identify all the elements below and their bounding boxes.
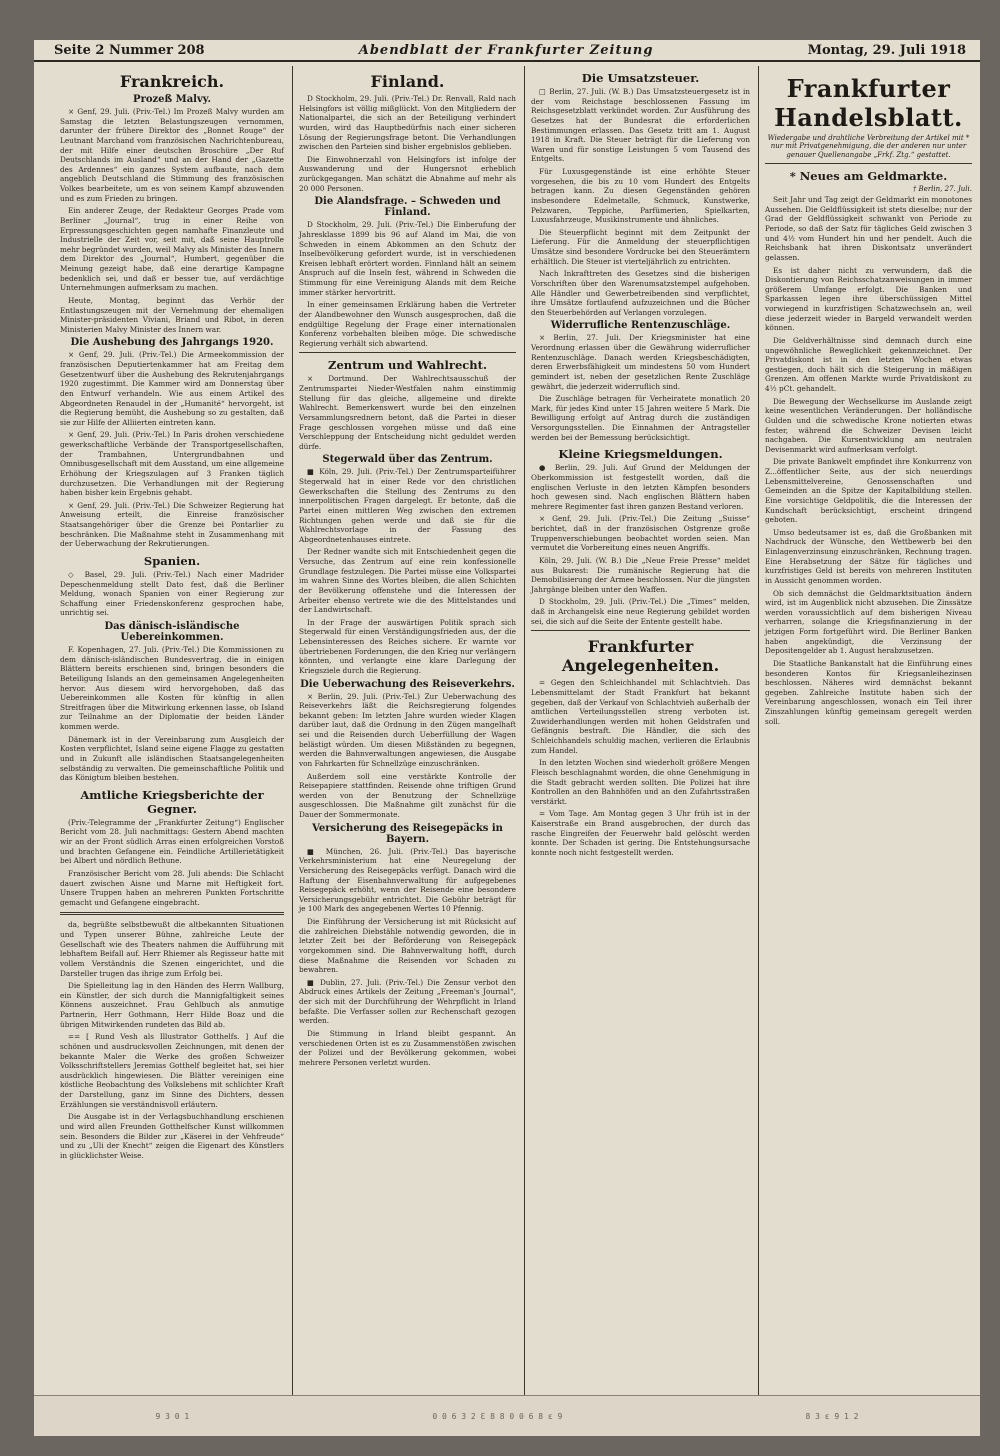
- article-paragraph: D Stockholm, 29. Juli. (Priv.-Tel.) Dr. Renvall, Rald nach Helsingfors ist völlig mißglückt. Von den Mitgliedern der Nationalpartei, die sich an der Beteiligung verhindert wurden, wird das Hauptbedürfnis nach einer sicheren Lösung der Regierungsfrage betont. Die Verhandlungen zwischen den Parteien sind bisher ergebnislos geblieben.: [299, 94, 516, 152]
- page-number: Seite 2 Nummer 208: [54, 42, 205, 58]
- feuilleton-paragraph: da, begrüßte selbstbewußt die altbekannten Situationen und Typen unserer Bühne, zahlreiche Leute der Gesellschaft wie des Theaters nahmen die Aufführung mit lebhaftem Beifall auf. Herr Rhiemer als Regisseur hatte mit vollem Verständnis die Szenen eingerichtet, und die Darsteller trugen das ihrige zum Erfolg bei.: [60, 920, 284, 978]
- reprint-notice: Wiedergabe und drahtliche Verbreitung der Artikel mit * nur mit Privatgenehmigung, die der anderen nur unter genauer Quellenangabe „Frkf. Ztg.“ gestattet.: [767, 134, 970, 159]
- column-2: [292, 66, 522, 1396]
- section-divider: [60, 912, 284, 915]
- article-paragraph: × Genf, 29. Juli. (Priv.-Tel.) Die Schweizer Regierung hat Anweisung erteilt, die Einreise französischer Staatsangehöriger über die Grenze bei Pontarlier zu beschränken. Die Maßnahme steht in Zusammenhang mit der Ueberwachung der Rekrutierungen.: [60, 500, 284, 549]
- heading-reisegepaeck: Versicherung des Reisegepäcks in Bayern.: [312, 822, 503, 845]
- article-paragraph: × Berlin, 27. Juli. Der Kriegsminister hat eine Verordnung erlassen über die Gewährung widerruflicher Rentenzuschläge. Danach werden Kriegsbeschädigten, deren Erwerbsfähigkeit um mindestens 50 vom Hundert gemindert ist, neben der gesetzlichen Rente Zuschläge gewährt, die jederzeit widerruflich sind.: [531, 333, 750, 391]
- article-paragraph: × Dortmund. Der Wahlrechtsausschuß der Zentrumspartei Nieder-Westfalen nahm einstimmig Stellung für das gleiche, allgemeine und direkte Wahlrecht. Bemerkenswert wurde bei den einzelnen Versammlungsrednern betont, daß die Partei in dieser Frage geschlossen vorgehen müsse und daß eine Verschleppung der Entscheidung nicht geduldet werden dürfe.: [299, 374, 516, 451]
- heading-umsatzsteuer: Die Umsatzsteuer.: [581, 71, 700, 85]
- dateline: † Berlin, 27. Juli.: [912, 185, 972, 194]
- article-paragraph: Ob sich demnächst die Geldmarktsituation ändern wird, ist im Augenblick nicht abzusehen. Die Zinssätze werden voraussichtlich auf dem bisherigen Niveau verharren, solange die Kriegsfinanzierung in der jetzigen Form fortgeführt wird. Die Berliner Banken haben angekündigt, die Verzinsung der Depositengelder ab 1. August herabzusetzen.: [765, 588, 972, 656]
- heading-alandsfrage: Die Alandsfrage. – Schweden und Finland.: [314, 196, 501, 219]
- article-paragraph: Die Bewegung der Wechselkurse im Auslande zeigt keine wesentlichen Veränderungen. Der holländische Gulden und die schwedische Krone notierten etwas fester, während die Schweizer Devisen leicht nachgaben. Die Kursentwicklung am neutralen Devisenmarkt wird aufmerksam verfolgt.: [765, 396, 972, 454]
- article-paragraph: Die Einwohnerzahl von Helsingfors ist infolge der Auswanderung und der Hungersnot erheblich zurückgegangen. Man schätzt die Abnahme auf mehr als 20 000 Personen.: [299, 154, 516, 193]
- article-paragraph: Ein anderer Zeuge, der Redakteur Georges Prade vom Berliner „Journal“, trug in einer Reihe von Erpressungsgeschichten gegen namhafte Finanzleute und Industrielle der Zeit vor, seit mit, daß seine Hauptrolle mehr begründet wurden, weil Malvy als Minister des Innern dem Direktor des „Journal“, Humbert, gegenüber die Meinung gezeigt habe, daß eine derartige Kampagne bedenklich sei, und daß er besser tue, auf verdächtige Unternehmungen aufmerksam zu machen.: [60, 206, 284, 293]
- column-3: [524, 66, 756, 1396]
- heading-daenisch-islaendisch: Das dänisch-isländische Uebereinkommen.: [104, 621, 240, 643]
- heading-geldmarkt: * Neues am Geldmarkte.: [789, 169, 948, 184]
- column-1: [54, 66, 290, 1396]
- article-paragraph: Köln, 29. Juli. (W. B.) Die „Neue Freie Presse“ meldet aus Bukarest: Die rumänische Regierung hat die Demobilisierung der Armee beschlossen. Nur die jüngsten Jahrgänge bleiben unter den Waffen.: [531, 555, 750, 594]
- edition-title: Abendblatt der Frankfurter Zeitung: [358, 42, 654, 58]
- article-paragraph: Für Luxusgegenstände ist eine erhöhte Steuer vorgesehen, die bis zu 10 vom Hundert des Entgelts betragen kann. Zu diesen Gegenständen gehören insbesondere Edelmetalle, Schmuck, Kunstwerke, Pelzwaren, Teppiche, Parfümerien, Spielkarten, Luxusfahrzeuge, Musikinstrumente und ähnliches.: [531, 167, 750, 225]
- article-paragraph: Die Steuerpflicht beginnt mit dem Zeitpunkt der Lieferung. Für die Anmeldung der steuerpflichtigen Umsätze sind besondere Vordrucke bei den Steuerämtern erhältlich. Die Steuer ist vierteljährlich zu entrichten.: [531, 227, 750, 266]
- article-paragraph: × Berlin, 29. Juli. (Priv.-Tel.) Zur Ueberwachung des Reiseverkehrs läßt die Reichsregierung folgendes bekannt geben: Im letzten Jahre wurden wieder Klagen darüber laut, daß die Ordnung in den Zügen mangelhaft sei und die Reisenden durch Ueberfüllung der Wagen belästigt würden. Um diesen Mißständen zu begegnen, werden die Bahnverwaltungen angewiesen, die Ausgabe von Fahrkarten für Schnellzüge einzuschränken.: [299, 691, 516, 768]
- article-paragraph: D Stockholm, 29. Juli. (Priv.-Tel.) Die „Times“ melden, daß in Archangelsk eine neue Regierung gebildet worden sei, die sich auf die Seite der Entente gestellt habe.: [531, 597, 750, 626]
- feuilleton-paragraph: Die Spielleitung lag in den Händen des Herrn Wallburg, ein Künstler, der sich durch die Mannigfaltigkeit seines Könnens auszeichnet. Frau Gehlbuch als anmutige Partnerin, Herr Gothmann, Herr Hilde Boaz und die übrigen Mitwirkenden rundeten das Bild ab.: [60, 981, 284, 1029]
- feuilleton-paragraph: == [ Rund Vesh als Illustrator Gotthelfs. ] Auf die schönen und ausdrucksvollen Zeichnungen, mit denen der bekannte Maler die Werke des großen Schweizer Volksschriftstellers Jeremias Gotthelf begleitet hat, sei hier ausdrücklich hingewiesen. Die Blätter vereinigen eine köstliche Beobachtung des Volkslebens mit schlichter Kraft der Darstellung, ganz im Sinne des Dichters, dessen Erzählungen sie verständnisvoll erläutern.: [60, 1032, 284, 1109]
- article-paragraph: Es ist daher nicht zu verwundern, daß die Diskontierung von Reichsschatzanweisungen in immer größerem Umfange erfolgt. Die Banken und Sparkassen legen ihre überschüssigen Mittel vorwiegend in kurzfristigen Schatzwechseln an, weil diese jederzeit wieder in Bargeld verwandelt werden können.: [765, 265, 972, 333]
- article-paragraph: D Stockholm, 29. Juli. (Priv.-Tel.) Die Einberufung der Jahresklasse 1899 bis 96 auf Aland im Mai, die von Schweden in einem Abkommen an den Schutz der Inselbevölkerung gefordert wurde, ist in verschiedenen Kreisen lebhaft erörtert worden. Finnland hält an seinem Anspruch auf die Inseln fest, während in Schweden die Stimmung für eine Vereinigung Alands mit dem Reiche immer stärker hervortritt.: [299, 220, 516, 297]
- article-paragraph: Die Stimmung in Irland bleibt gespannt. An verschiedenen Orten ist es zu Zusammenstößen zwischen der Polizei und der Bevölkerung gekommen, wobei mehrere Personen verletzt wurden.: [299, 1028, 516, 1067]
- article-paragraph: ◇ Basel, 29. Juli. (Priv.-Tel.) Nach einer Madrider Depeschenmeldung stellt Dato fest, daß die Berliner Meldung, wonach Spanien von einer Regierung zur Schaffung einer Friedenskonferenz gesprochen habe, unrichtig sei.: [60, 569, 284, 618]
- heading-frankfurter-angelegenheiten: Frankfurter Angelegenheiten.: [561, 637, 720, 676]
- article-paragraph: × Genf, 29. Juli. (Priv.-Tel.) Im Prozeß Malvy wurden am Samstag die letzten Belastungszeugen vernommen, darunter der frühere Direktor des „Bonnet Rouge“ der Leutnant Marchand vom französischen Nachrichtenbureau, der mit Hilfe einer deutschen Broschüre „Der Ruf Deutschlands im Ausland“ und an der Hand der „Gazette des Ardennes“ ein ganzes System aufbaute, nach dem angeblich Deutschland die Stimmung des französischen Volkes bearbeitete, um es von seinem Kampf abzuwenden und es zum Frieden zu bringen.: [60, 107, 284, 203]
- article-paragraph: In den letzten Wochen sind wiederholt größere Mengen Fleisch beschlagnahmt worden, die ohne Genehmigung in die Stadt gebracht werden sollten. Die Polizei hat ihre Kontrollen an den Bahnhöfen und an den Zufahrtsstraßen verstärkt.: [531, 758, 750, 806]
- heading-zentrum-wahlrecht: Zentrum und Wahlrecht.: [328, 358, 487, 373]
- scan-footer: [34, 1395, 980, 1436]
- section-divider: [531, 630, 750, 631]
- article-paragraph: = Gegen den Schleichhandel mit Schlachtvieh. Das Lebensmittelamt der Stadt Frankfurt hat bekannt gegeben, daß der Verkauf von Schlachtvieh außerhalb der amtlichen Verteilungsstellen streng verboten ist. Zuwiderhandlungen werden mit hohen Geldstrafen und Gefängnis bestraft. Die Händler, die sich des Schleichhandels schuldig machen, verlieren die Erlaubnis zum Handel.: [531, 678, 750, 755]
- article-paragraph: Der Redner wandte sich mit Entschiedenheit gegen die Versuche, das Zentrum auf eine rein konfessionelle Grundlage festzulegen. Die Partei müsse eine Volkspartei im wahren Sinne des Wortes bleiben, die allen Schichten der Bevölkerung offenstehe und die Interessen der Arbeiter ebenso vertrete wie die des Mittelstandes und der Landwirtschaft.: [299, 547, 516, 615]
- article-paragraph: × Genf, 29. Juli. (Priv.-Tel.) Die Armeekommission der französischen Deputiertenkammer hat am Freitag dem Gesetzentwurf über die Aushebung des Rekrutenjahrgangs 1920 zugestimmt. Die Kammer wird am Donnerstag über den Entwurf verhandeln. Wie aus einem Artikel des Abgeordneten Renaudel in der „Humanité“ hervorgeht, ist die Regierung bemüht, die Aushebung so zu gestalten, daß sie zur Hilfe der Alliierten eintreten kann.: [60, 350, 284, 427]
- section-divider: [299, 352, 516, 353]
- heading-kriegsberichte: Amtliche Kriegsberichte der Gegner.: [80, 787, 264, 816]
- footer-right-marks: 8 3 ɛ 9 1 2: [805, 1411, 859, 1421]
- heading-aushebung: Die Aushebung des Jahrgangs 1920.: [70, 337, 274, 349]
- column-4: [758, 66, 978, 1396]
- feuilleton-paragraph: Die Ausgabe ist in der Verlagsbuchhandlung erschienen und wird allen Freunden Gotthelfscher Kunst willkommen sein. Besonders die Bilder zur „Käserei in der Vehfreude“ und zu „Uli der Knecht“ zeigen die Eigenart des Künstlers in glücklichster Weise.: [60, 1112, 284, 1160]
- article-paragraph: F. Kopenhagen, 27. Juli. (Priv.-Tel.) Die Kommissionen zu dem dänisch-isländischen Bundesvertrag, die in einigen Blättern bereits erschienen sind, bringen besonders die Beteiligung Islands an den gemeinsamen Angelegenheiten hervor. Aus diesem wird hervorgehoben, daß das Uebereinkommen alle Kosten für künftig in allen Streitfragen über die Mitwirkung erkennen lasse, ob Island zur Teilnahme an der Diplomatie der beiden Länder kommen werde.: [60, 645, 284, 731]
- article-paragraph: Die Einführung der Versicherung ist mit Rücksicht auf die zahlreichen Diebstähle notwendig geworden, die in letzter Zeit bei der Beförderung von Reisegepäck vorgekommen sind. Die Bahnverwaltung hofft, durch diese Maßnahme die Reisenden vor Schaden zu bewahren.: [299, 917, 516, 975]
- article-paragraph: ■ Dublin, 27. Juli. (Priv.-Tel.) Die Zensur verbot den Abdruck eines Artikels der Zeitung „Freeman's Journal“, der sich mit der Durchführung der Wehrpflicht in Irland befaßte. Die Verfasser sollen zur Rechenschaft gezogen werden.: [299, 977, 516, 1026]
- article-paragraph: (Priv.-Telegramme der „Frankfurter Zeitung“) Englischer Bericht vom 28. Juli nachmittags: Gestern Abend machten wir an der Front südlich Arras einen erfolgreichen Vorstoß und brachten Gefangene ein. Feindliche Artillerietätigkeit bei Albert und nördlich Bethune.: [60, 817, 284, 866]
- page-header: [34, 40, 980, 62]
- article-paragraph: Seit Jahr und Tag zeigt der Geldmarkt ein monotones Aussehen. Die Geldflüssigkeit ist stets dieselbe; nur der Grad der Geldflüssigkeit schwankt von Periode zu Periode, so daß der Satz für tägliches Geld zwischen 3 und 4½ vom Hundert hin und her pendelt. Auch die Reichsbank hat ihren Diskontsatz unverändert gelassen.: [765, 195, 972, 262]
- heading-stegerwald: Stegerwald über das Zentrum.: [322, 454, 493, 466]
- article-paragraph: □ Berlin, 27. Juli. (W. B.) Das Umsatzsteuergesetz ist in der vom Reichstage beschlossenen Fassung im Reichsgesetzblatt verkündet worden. Zur Ausführung des Gesetzes hat der Bundesrat die erforderlichen Bestimmungen erlassen. Das Gesetz tritt am 1. August 1918 in Kraft. Die Steuer beträgt für die Lieferung von Waren und für sonstige Leistungen 5 vom Tausend des Entgelts.: [531, 87, 750, 164]
- heading-handelsblatt: Frankfurter Handelsblatt.: [774, 74, 963, 132]
- article-paragraph: = Vom Tage. Am Montag gegen 3 Uhr früh ist in der Kaiserstraße ein Brand ausgebrochen, der durch das rasche Eingreifen der Feuerwehr bald gelöscht werden konnte. Der Schaden ist gering. Die Entstehungsursache konnte noch nicht festgestellt werden.: [531, 809, 750, 857]
- article-paragraph: × Genf, 29. Juli. (Priv.-Tel.) Die Zeitung „Suisse“ berichtet, daß in der französischen Ostgrenze große Truppenverschiebungen beobachtet worden seien. Man vermutet die Vorbereitung eines neuen Angriffs.: [531, 514, 750, 553]
- heading-finland: Finland.: [370, 72, 445, 91]
- article-paragraph: In der Frage der auswärtigen Politik sprach sich Stegerwald für einen Verständigungsfrieden aus, der die Lebensinteressen des Reiches sichere. Er warnte vor übertriebenen Forderungen, die den Krieg nur verlängern könnten, und verlangte eine klare Darlegung der Kriegsziele durch die Regierung.: [299, 617, 516, 675]
- article-paragraph: × Genf, 29. Juli. (Priv.-Tel.) In Paris drohen verschiedene gewerkschaftliche Verbände der Transportgesellschaften, der Trambahnen, Untergrundbahnen und Omnibusgesellschaft mit dem Ausstand, um eine allgemeine Erhöhung der Kriegszulagen auf 3 Franken täglich durchzusetzen. Die Verhandlungen mit der Regierung haben bisher kein Ergebnis gehabt.: [60, 430, 284, 498]
- article-paragraph: Die Staatliche Bankanstalt hat die Einführung eines besonderen Kontos für Kriegsanleihezinsen beschlossen. Näheres wird demnächst bekannt gegeben. Zahlreiche Institute haben sich der Vereinbarung angeschlossen, wonach ein Teil ihrer Zinszahlungen künftig gemeinsam geregelt werden soll.: [765, 658, 972, 726]
- article-paragraph: Außerdem soll eine verstärkte Kontrolle der Reisepapiere stattfinden. Reisende ohne triftigen Grund werden von der Benutzung der Schnellzüge ausgeschlossen. Die Maßnahme gilt zunächst für die Dauer der Sommermonate.: [299, 771, 516, 819]
- article-paragraph: ● Berlin, 29. Juli. Auf Grund der Meldungen der Oberkommission ist festgestellt worden, daß die englischen Verluste in den letzten Kämpfen besonders hoch gewesen sind. Nach englischen Blättern haben mehrere Regimenter fast ihren ganzen Bestand verloren.: [531, 463, 750, 511]
- footer-left-marks: 9 3 0 1: [155, 1411, 190, 1421]
- heading-kriegsmeldungen: Kleine Kriegsmeldungen.: [558, 447, 723, 462]
- article-paragraph: Nach Inkrafttreten des Gesetzes sind die bisherigen Vorschriften über den Warenumsatzstempel aufgehoben. Alle Händler und Gewerbetreibenden sind verpflichtet, ihre Umsätze fortlaufend aufzuzeichnen und die Bücher den Steuerbehörden auf Verlangen vorzulegen.: [531, 269, 750, 317]
- newspaper-page: [34, 40, 980, 1436]
- article-paragraph: Die private Bankwelt empfindet ihre Konkurrenz von Z...öffentlicher Seite, aus der sich neuerdings Lebensmittelvereine, Genossenschaften und Gemeinden an die Spitze der Kapitalbildung stellen. Eine vorsichtige Geldpolitik, die die Interessen der Kundschaft berücksichtigt, erscheint dringend geboten.: [765, 457, 972, 525]
- article-paragraph: Dänemark ist in der Vereinbarung zum Ausgleich der Kosten verpflichtet, Island seine eigene Flagge zu gestatten und in Zukunft alle isländischen Staatsangelegenheiten selbständig zu verwalten. Die gemeinschaftliche Politik und das Königtum bleiben bestehen.: [60, 734, 284, 783]
- heading-prozess-malvy: Prozeß Malvy.: [133, 94, 211, 105]
- article-paragraph: In einer gemeinsamen Erklärung haben die Vertreter der Alandbewohner den Wunsch ausgesprochen, daß die endgültige Regelung der Frage einer internationalen Konferenz vorbehalten bleiben möge. Die schwedische Regierung verhält sich abwartend.: [299, 300, 516, 348]
- article-paragraph: Französischer Bericht vom 28. Juli abends: Die Schlacht dauert zwischen Aisne und Marne mit Heftigkeit fort. Unsere Truppen haben an mehreren Punkten Fortschritte gemacht und Gefangene eingebracht.: [60, 868, 284, 907]
- article-paragraph: Die Geldverhältnisse sind demnach durch eine ungewöhnliche Beweglichkeit gekennzeichnet. Der Privatdiskont ist in den letzten Wochen etwas gestiegen, doch hält sich die Steigerung in mäßigen Grenzen. Am offenen Markte wurde Privatdiskont zu 4½ pCt. gehandelt.: [765, 335, 972, 394]
- heading-rentenzuschlaege: Widerrufliche Rentenzuschläge.: [550, 320, 731, 332]
- heading-frankreich: Frankreich.: [119, 72, 225, 91]
- issue-date: Montag, 29. Juli 1918: [807, 42, 966, 58]
- article-paragraph: Heute, Montag, beginnt das Verhör der Entlastungszeugen mit der Vernehmung der ehemaligen Minister-präsidenten Viviani, Briand und Ribot, in deren Ministerien Malvy Minister des Innern war.: [60, 295, 284, 334]
- footer-center-marks: 0 0 6 3 2 Ɛ 8 8 0 0 6 8 ɛ 9: [432, 1411, 563, 1421]
- section-divider: [765, 163, 972, 164]
- article-paragraph: ■ München, 26. Juli. (Priv.-Tel.) Das bayerische Verkehrsministerium hat eine Neuregelung der Versicherung des Reisegepäcks verfügt. Danach wird die Haftung der Eisenbahnverwaltung für aufgegebenes Reisegepäck erhöht, wenn der Reisende eine besondere Versicherungsgebühr entrichtet. Die Gebühr beträgt für je 100 Mark des angegebenen Wertes 10 Pfennig.: [299, 846, 516, 914]
- heading-spanien: Spanien.: [143, 553, 201, 568]
- article-paragraph: ■ Köln, 29. Juli. (Priv.-Tel.) Der Zentrumsparteiführer Stegerwald hat in einer Rede vor den christlichen Gewerkschaften die Stellung des Zentrums zu den innerpolitischen Fragen dargelegt. Er betonte, daß die Partei einen mittleren Weg zwischen den extremen Richtungen gehen werde und daß sie für die Wahlrechtsvorlage in der Fassung des Abgeordnetenhauses eintrete.: [299, 467, 516, 544]
- heading-reiseverkehr: Die Ueberwachung des Reiseverkehrs.: [300, 678, 515, 690]
- article-paragraph: Die Zuschläge betragen für Verheiratete monatlich 20 Mark, für jedes Kind unter 15 Jahren weitere 5 Mark. Die Bewilligung erfolgt auf Antrag durch die zuständigen Versorgungsstellen. Die Einnahmen der Antragsteller werden bei der Bemessung berücksichtigt.: [531, 394, 750, 442]
- article-paragraph: Umso bedeutsamer ist es, daß die Großbanken mit Nachdruck der Wünsche, den Wettbewerb bei den Einlagenverzinsung einzuschränken, Rechnung tragen. Eine Herabsetzung der Sätze für tägliches und kurzfristiges Geld ist bereits von mehreren Instituten in Aussicht genommen worden.: [765, 527, 972, 585]
